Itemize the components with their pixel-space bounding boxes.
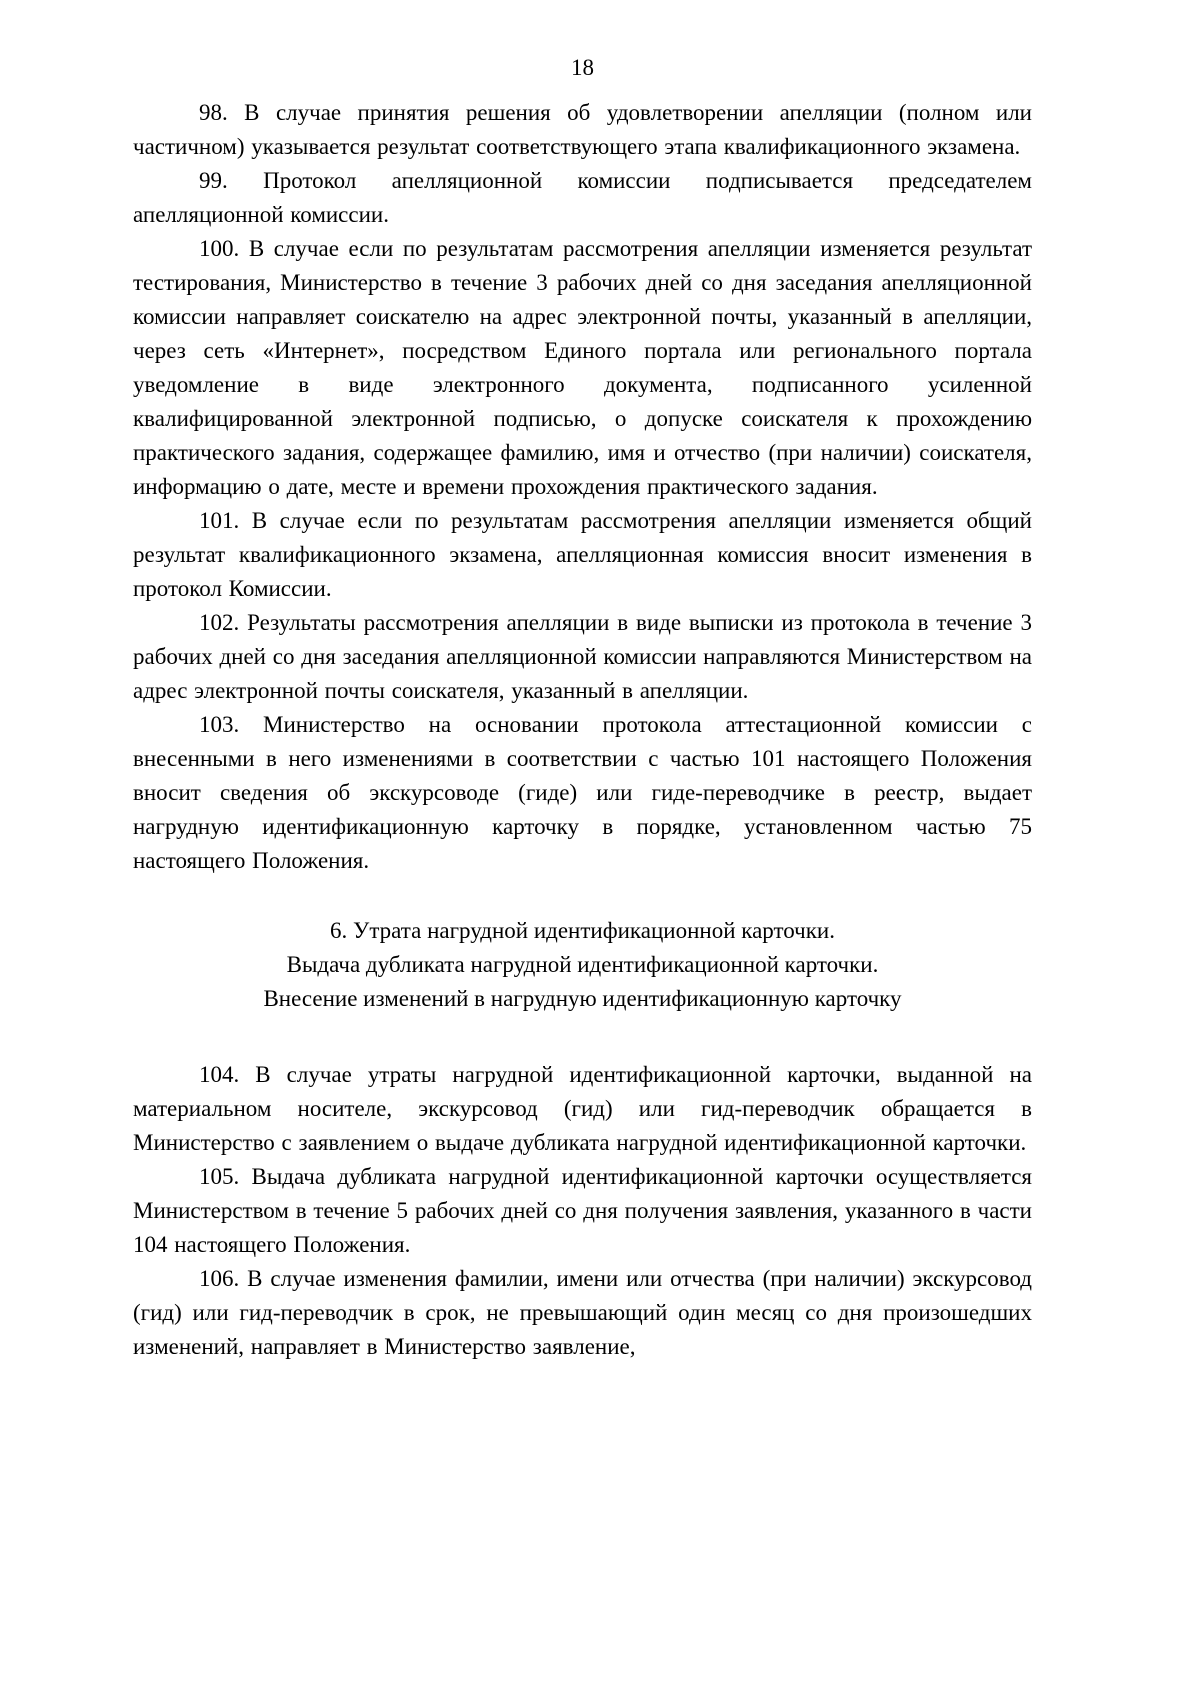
paragraph-99: 99. Протокол апелляционной комиссии подписывается председателем апелляционной комиссии. [133, 168, 1032, 227]
paragraph-105: 105. Выдача дубликата нагрудной идентификационной карточки осуществляется Министерством в течение 5 рабочих дней со дня получения заявления, указанного в части 104 настоящего Положения. [133, 1164, 1032, 1257]
paragraph-101: 101. В случае если по результатам рассмотрения апелляции изменяется общий результат квалификационного экзамена, апелляционная комиссия вносит изменения в протокол Комиссии. [133, 508, 1032, 601]
section-heading [133, 914, 1032, 1016]
page-number: 18 [571, 55, 594, 80]
section-heading-line-1: 6. Утрата нагрудной идентификационной карточки. [330, 918, 835, 943]
section-heading-line-3: Внесение изменений в нагрудную идентификационную карточку [263, 986, 902, 1011]
paragraph-104: 104. В случае утраты нагрудной идентификационной карточки, выданной на материальном носителе, экскурсовод (гид) или гид-переводчик обращается в Министерство с заявлением о выдаче дубликата нагрудной идентификационной карточки. [133, 1062, 1032, 1155]
section-heading-line-2: Выдача дубликата нагрудной идентификационной карточки. [286, 952, 879, 977]
paragraph-102: 102. Результаты рассмотрения апелляции в виде выписки из протокола в течение 3 рабочих дней со дня заседания апелляционной комиссии направляются Министерством на адрес электронной почты соискателя, указанный в апелляции. [133, 610, 1032, 703]
paragraph-98: 98. В случае принятия решения об удовлетворении апелляции (полном или частичном) указывается результат соответствующего этапа квалификационного экзамена. [133, 100, 1032, 159]
paragraph-106: 106. В случае изменения фамилии, имени или отчества (при наличии) экскурсовод (гид) или гид-переводчик в срок, не превышающий один месяц со дня произошедших изменений, направляет в Министерство заявление, [133, 1266, 1032, 1359]
paragraph-100: 100. В случае если по результатам рассмотрения апелляции изменяется результат тестирования, Министерство в течение 3 рабочих дней со дня заседания апелляционной комиссии направляет соискателю на адрес электронной почты, указанный в апелляции, через сеть «Интернет», посредством Единого портала или регионального портала уведомление в виде электронного документа, подписанного усиленной квалифицированной электронной подписью, о допуске соискателя к прохождению практического задания, содержащее фамилию, имя и отчество (при наличии) соискателя, информацию о дате, месте и времени прохождения практического задания. [133, 236, 1032, 499]
paragraph-103: 103. Министерство на основании протокола аттестационной комиссии с внесенными в него изменениями в соответствии с частью 101 настоящего Положения вносит сведения об экскурсоводе (гиде) или гиде-переводчике в реестр, выдает нагрудную идентификационную карточку в порядке, установленном частью 75 настоящего Положения. [133, 712, 1032, 873]
